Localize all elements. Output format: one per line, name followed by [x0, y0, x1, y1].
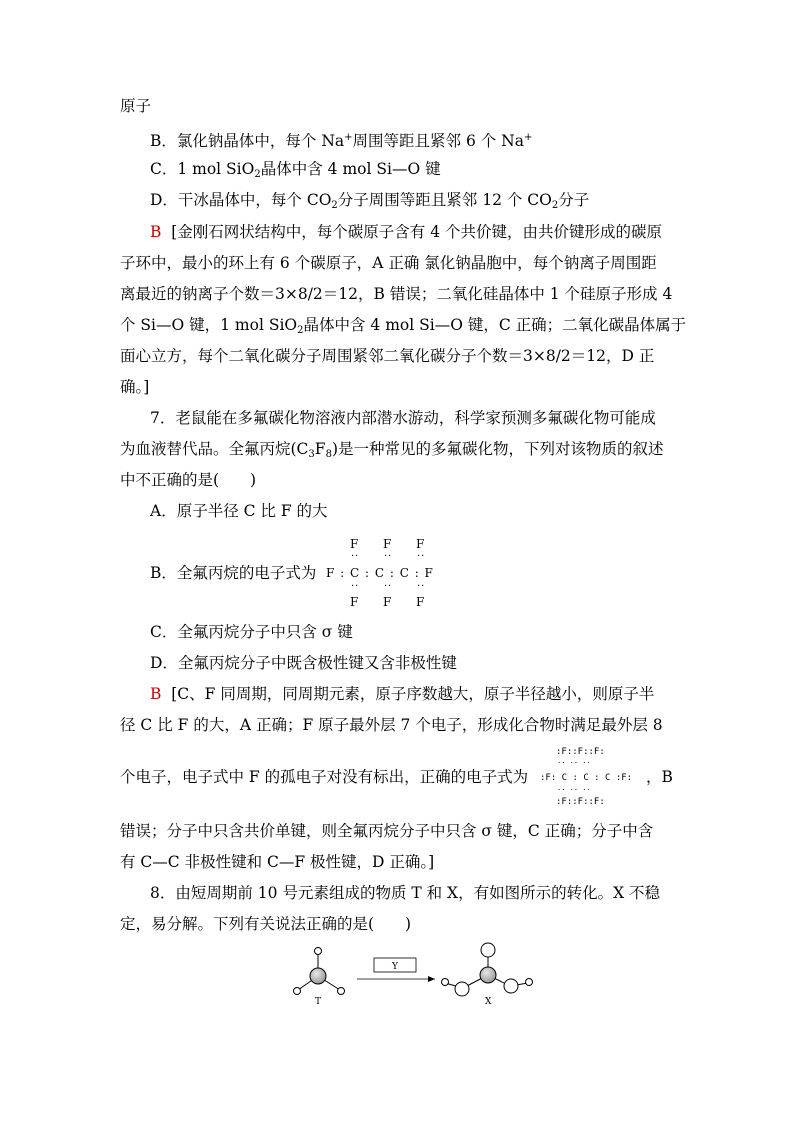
full-electron-formula-image: [538, 744, 642, 808]
text-line: 中不正确的是( ): [120, 471, 257, 489]
text-line: 错误；分子中只含共价单键，则全氟丙烷分子中只含 σ 键，C 正确；分子中含: [120, 822, 654, 840]
text-line: 定，易分解。下列有关说法正确的是( ): [120, 915, 412, 933]
formula-bottom-f: F: [416, 595, 425, 609]
electron-dots: ··: [417, 551, 426, 562]
electron-dots: ··: [351, 581, 360, 592]
text-line: 为血液替代品。全氟丙烷$(C_3F_8)$是一种常见的多氟碳化物，下列对该物质的叙述: [120, 440, 664, 460]
text-line: 原子: [120, 97, 152, 115]
svg-text:·· ·· ··: ·· ·· ··: [557, 759, 591, 767]
text-line: 确。]: [120, 378, 150, 396]
text-line: 子环中，最小的环上有 6 个碳原子，A 正确 氯化钠晶胞中，每个钠离子周围距: [120, 254, 657, 272]
svg-text::F::F::F:: :F::F::F:: [556, 797, 605, 807]
option-b-formula-line: B．全氟丙烷的电子式为: [150, 564, 317, 582]
formula-top-f: F: [350, 537, 359, 551]
label-t: T: [315, 997, 322, 1007]
electron-dots: ··: [384, 581, 393, 592]
text-line: 离最近的钠离子个数＝3×8/2＝12，B 错误；二氧化硅晶体中 1 个硅原子形成 4: [120, 285, 673, 303]
formula-top-f: F: [383, 537, 392, 551]
electron-dots: ··: [384, 551, 393, 562]
question-7: 7．老鼠能在多氟碳化物溶液内部潜水游动，科学家预测多氟碳化物可能成: [150, 409, 656, 427]
text-line: 面心立方，每个二氧化碳分子周围紧邻二氧化碳分子个数＝3×8/2＝12，D 正: [120, 347, 655, 365]
option-b: B．氯化钠晶体中，每个 Na+周围等距且紧邻 6 个 Na+: [150, 132, 533, 150]
text-line: 个 Si—O 键，1 mol SiO$_2$晶体中含 4 mol Si—O 键，C 正确；二氧化碳晶体属于: [120, 316, 687, 336]
svg-text:·· ·· ··: ·· ·· ··: [557, 786, 591, 794]
label-x: X: [485, 997, 492, 1007]
option-c: C．1 mol SiO$_2$晶体中含 4 mol Si—O 键: [150, 160, 441, 180]
reagent-y: Y: [392, 962, 398, 972]
formula-bottom-f: F: [383, 595, 392, 609]
answer-explanation: B [C、F 同周期，同周期元素，原子序数越大，原子半径越小，则原子半: [150, 685, 655, 703]
electron-dots: ··: [351, 551, 360, 562]
option-d: D．干冰晶体中，每个 $CO_2$分子周围等距且紧邻 12 个 $CO_2$分子: [150, 191, 590, 211]
answer-letter: B: [150, 223, 162, 241]
option-c: C．全氟丙烷分子中只含 σ 键: [150, 623, 353, 641]
option-d: D．全氟丙烷分子中既含极性键又含非极性键: [150, 654, 457, 672]
question-8: 8．由短周期前 10 号元素组成的物质 T 和 X，有如图所示的转化。X 不稳: [150, 884, 661, 902]
answer-letter: B: [150, 685, 162, 703]
formula-bottom-f: F: [350, 595, 359, 609]
text-line: 有 C—C 非极性键和 C—F 极性键，D 正确。]: [120, 853, 435, 871]
option-a: A．原子半径 C 比 F 的大: [150, 502, 328, 520]
formula-middle: F : C : C : C : F: [326, 566, 434, 580]
text-line: ，B: [646, 768, 673, 786]
answer-explanation: B [金刚石网状结构中，每个碳原子含有 4 个共价键，由共价键形成的碳原: [150, 223, 663, 241]
svg-text::F: C : C : C :F:: :F: C : C : C :F:: [540, 773, 633, 783]
conversion-diagram: [285, 938, 545, 1010]
molecule-x: [442, 943, 533, 996]
formula-top-f: F: [416, 537, 425, 551]
svg-text::F::F::F:: :F::F::F:: [556, 747, 605, 757]
molecule-t: [294, 948, 345, 995]
text-line: 个电子，电子式中 F 的孤电子对没有标出，正确的电子式为: [120, 768, 529, 786]
electron-dots: ··: [417, 581, 426, 592]
text-line: 径 C 比 F 的大，A 正确；F 原子最外层 7 个电子，形成化合物时满足最外层 8: [120, 716, 663, 734]
